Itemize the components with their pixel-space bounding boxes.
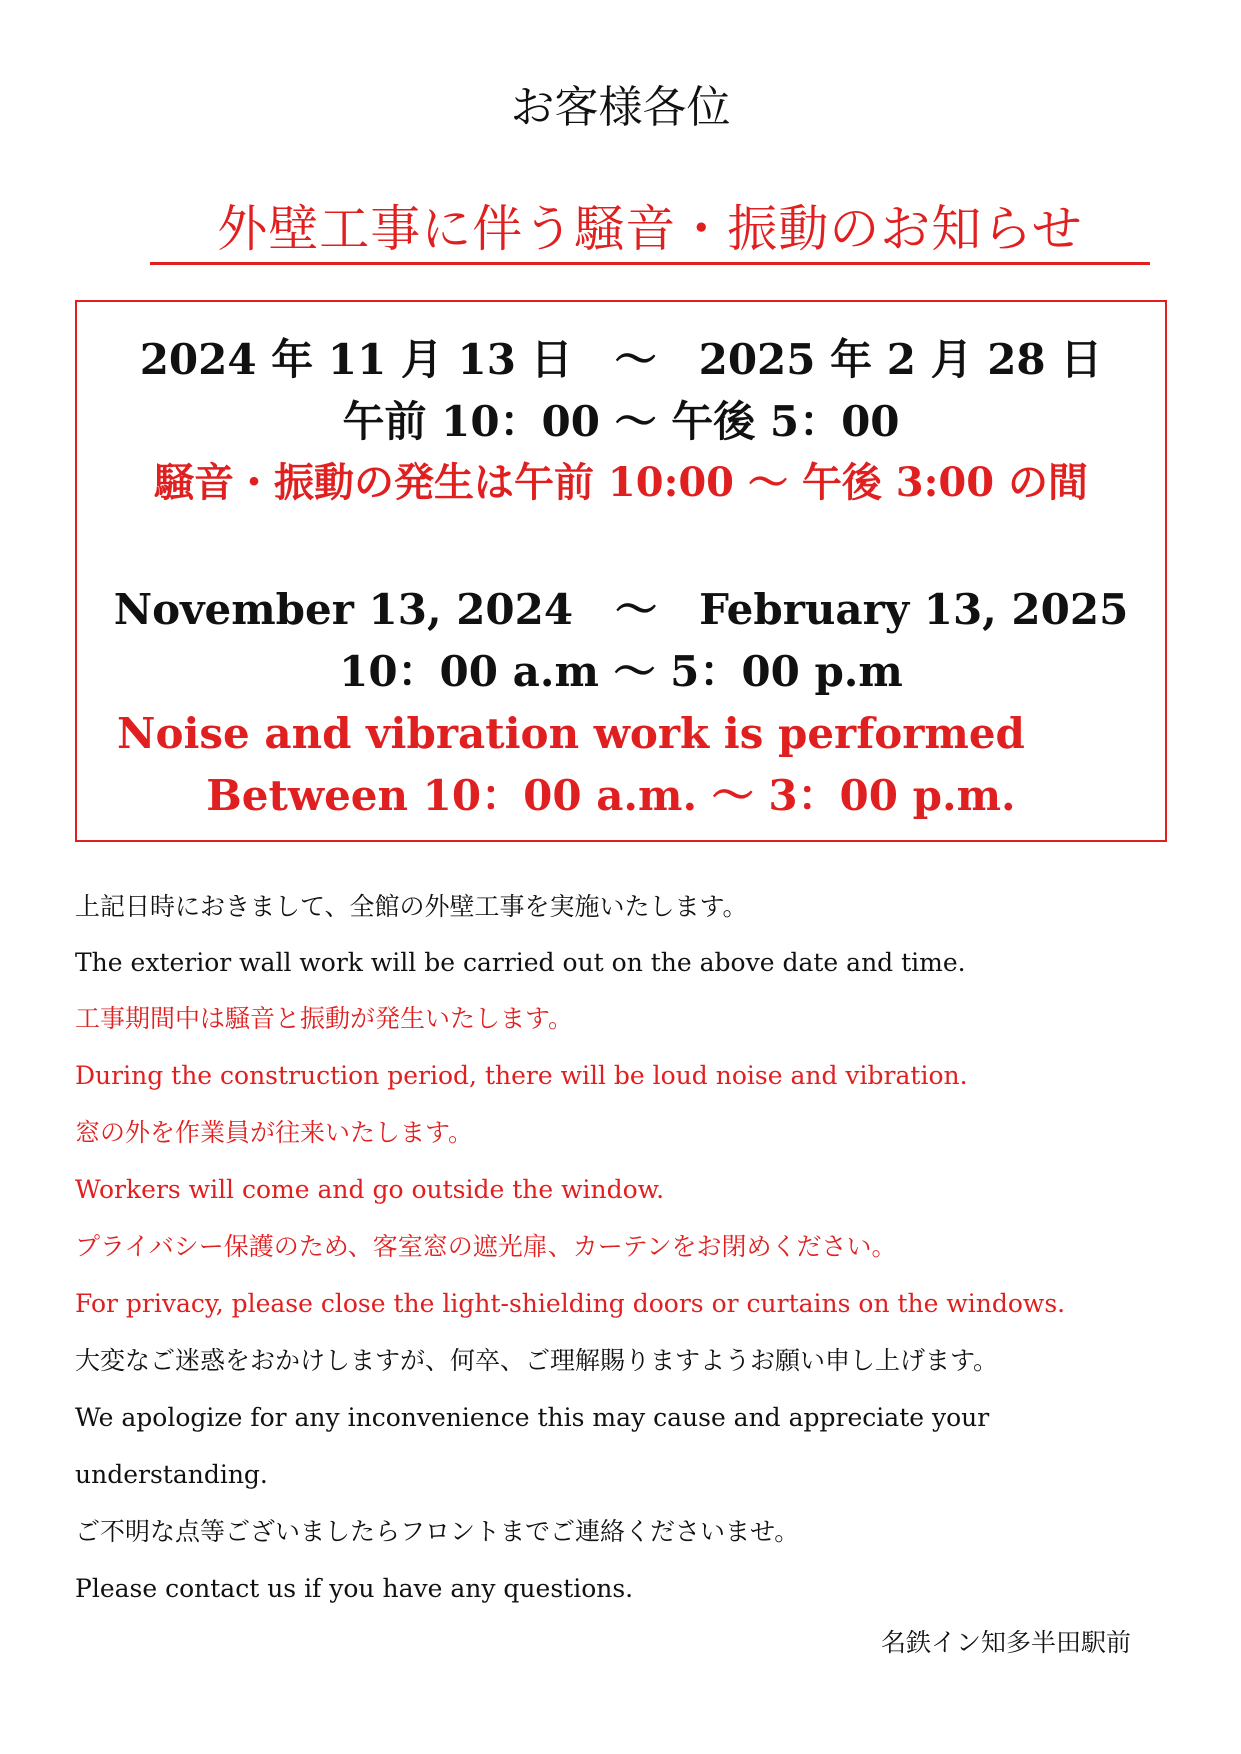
body-paragraph: 工事期間中は騒音と振動が発生いたします。 [75,1004,574,1033]
body-paragraph: Please contact us if you have any questions. [75,1574,634,1603]
body-paragraph: ご不明な点等ございましたらフロントまでご連絡くださいませ。 [75,1517,800,1546]
body-paragraph: 上記日時におきまして、全館の外壁工事を実施いたします。 [75,892,748,921]
body-paragraph: understanding. [75,1460,268,1489]
jp-work-hours: 午前 10：00 ～ 午後 5：00 [342,397,900,446]
notice-title: 外壁工事に伴う騒音・振動のお知らせ [150,196,1150,265]
salutation: お客様各位 [510,82,731,133]
body-paragraph: For privacy, please close the light-shielding doors or curtains on the windows. [75,1289,1066,1318]
en-work-hours: 10：00 a.m ～ 5：00 p.m [339,647,903,696]
en-date-range: November 13, 2024 ～ February 13, 2025 [113,585,1129,634]
body-paragraph: We apologize for any inconvenience this may cause and appreciate your [75,1403,990,1432]
body-paragraph: Workers will come and go outside the window. [75,1175,665,1204]
body-paragraph: プライバシー保護のため、客室窓の遮光扉、カーテンをお閉めください。 [75,1232,897,1261]
jp-noise-hours: 騒音・振動の発生は午前 10:00 ～ 午後 3:00 の間 [154,459,1088,506]
jp-date-range: 2024 年 11 月 13 日 ～ 2025 年 2 月 28 日 [139,335,1103,384]
body-paragraph: 窓の外を作業員が往来いたします。 [75,1118,474,1147]
signature: 名鉄イン知多半田駅前 [880,1628,1131,1657]
schedule-box [75,300,1167,842]
body-paragraph: During the construction period, there will be loud noise and vibration. [75,1061,968,1090]
en-noise-hours: Between 10：00 a.m. ～ 3：00 p.m. [206,771,1016,820]
body-paragraph: The exterior wall work will be carried out on the above date and time. [75,948,966,977]
en-noise-notice: Noise and vibration work is performed [117,709,1025,758]
body-paragraph: 大変なご迷惑をおかけしますが、何卒、ご理解賜りますようお願い申し上げます。 [75,1346,999,1375]
